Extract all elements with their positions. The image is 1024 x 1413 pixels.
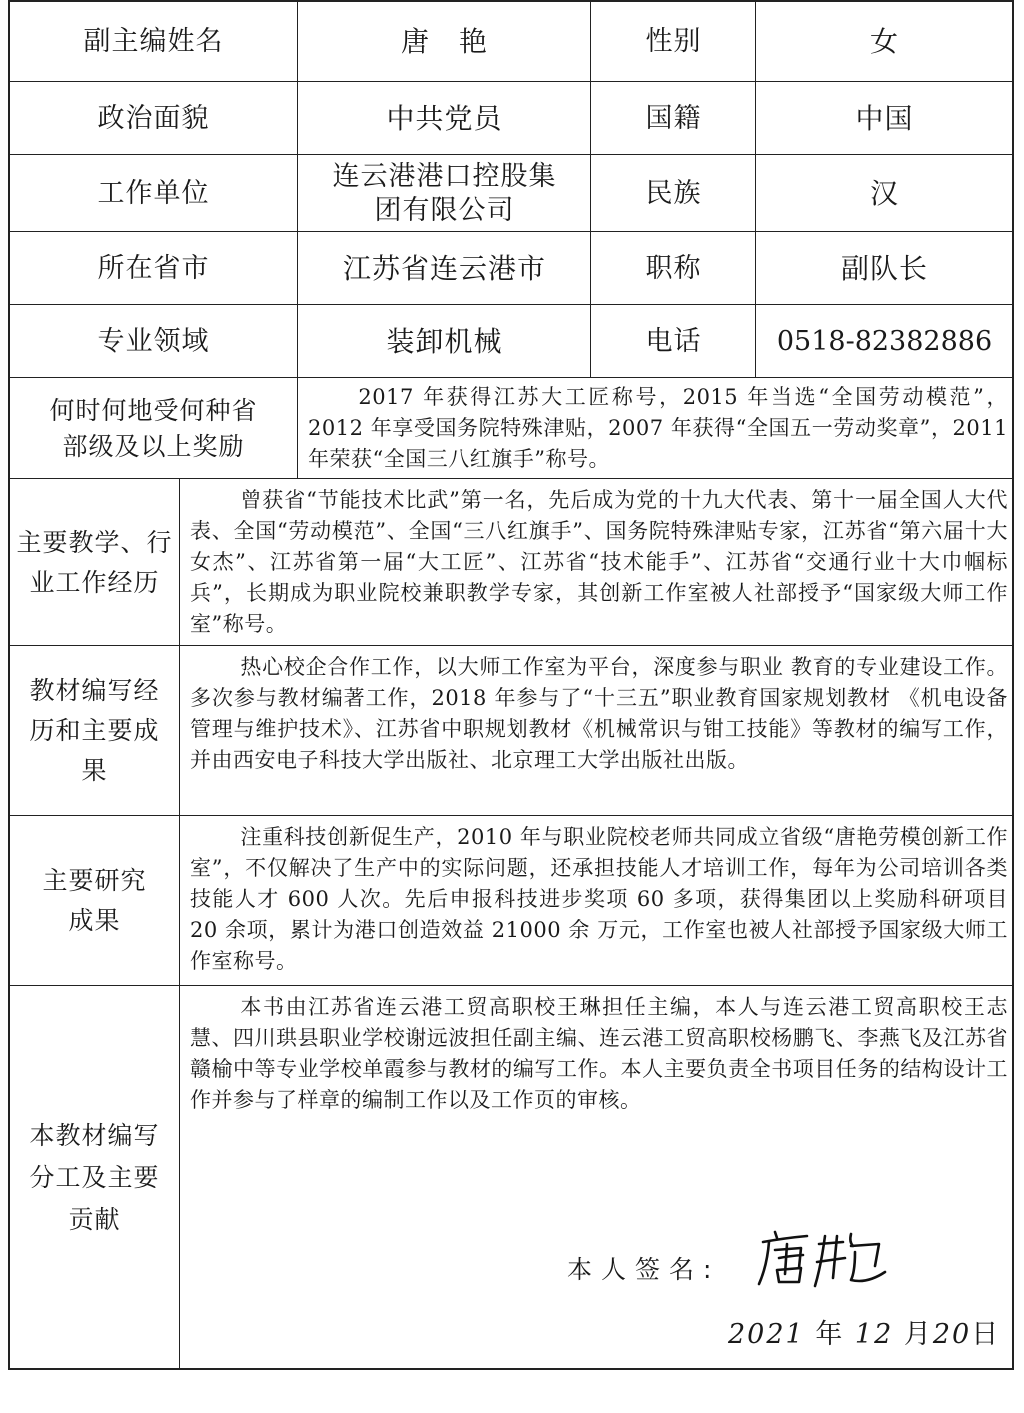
- label-professional-field: 专业领域: [97, 325, 210, 357]
- date-day-unit: 日: [971, 1319, 1001, 1350]
- handwritten-signature: [755, 1222, 890, 1292]
- value-phone: 0518-82382886: [776, 325, 993, 357]
- label-province-city: 所在省市: [97, 252, 210, 284]
- date-month-unit: 月: [903, 1319, 933, 1350]
- row-divider: [10, 645, 1012, 646]
- label-phone: 电话: [645, 325, 702, 357]
- value-professional-field: 装卸机械: [386, 324, 503, 358]
- row-divider: [10, 815, 1012, 816]
- date-year: 2021: [728, 1319, 805, 1350]
- value-deputy-editor-name: 唐 艳: [400, 24, 488, 58]
- row-divider: [10, 81, 1012, 82]
- label-work-unit: 工作单位: [97, 177, 210, 209]
- value-nationality: 中国: [855, 101, 914, 135]
- col-divider: [590, 2, 591, 377]
- date-year-unit: 年: [815, 1319, 845, 1350]
- label-job-title: 职称: [645, 252, 702, 284]
- row-divider: [10, 377, 1012, 378]
- label-research-results: 主要研究成果: [42, 866, 147, 935]
- row-divider: [10, 304, 1012, 305]
- label-nationality: 国籍: [645, 102, 702, 134]
- text-research-results: 注重科技创新促生产，2010 年与职业院校老师共同成立省级“唐艳劳模创新工作室”，不仅解决了生产中的实际问题，还承担技能人才培训工作，每年为公司培训各类技能人才 600 人次。先后申报科技进步奖项 60 多项，获得集团以上奖励科研项目 20 余项，累计为港口创造效益 21000 余 万元，工作室也被人社部授予国家级大师工作室称号。: [190, 825, 1008, 973]
- label-ethnicity: 民族: [645, 177, 702, 209]
- value-ethnicity: 汉: [869, 176, 899, 210]
- label-contribution: 本教材编写分工及主要贡献: [29, 1120, 160, 1234]
- text-awards: 2017 年获得江苏大工匠称号，2015 年当选“全国劳动模范”，2012 年享受国务院特殊津贴，2007 年获得“全国五一劳动奖章”，2011 年荣获“全国三八红旗手”称号。: [308, 385, 1008, 471]
- label-work-experience: 主要教学、行业工作经历: [16, 527, 173, 597]
- row-divider: [10, 231, 1012, 232]
- label-deputy-editor-name: 副主编姓名: [83, 25, 224, 57]
- info-form-table: [8, 0, 1014, 1370]
- text-work-experience: 曾获省“节能技术比武”第一名，先后成为党的十九大代表、第十一届全国人大代表、全国“劳动模范”、全国“三八红旗手”、国务院特殊津贴专家，江苏省“第六届十大女杰”、江苏省第一届“大工匠”、江苏省“技术能手”、江苏省“交通行业十大巾帼标兵”，长期成为职业院校兼职教学专家，其创新工作室被人社部授予“国家级大师工作室”称号。: [190, 488, 1008, 636]
- date-month: 12: [854, 1319, 894, 1350]
- value-political-status: 中共党员: [386, 101, 503, 135]
- col-divider: [297, 2, 298, 478]
- date-day: 20: [932, 1319, 972, 1350]
- value-work-unit: 连云港港口控股集团有限公司: [332, 160, 557, 226]
- row-divider: [10, 154, 1012, 155]
- signature-date: [728, 1312, 1000, 1351]
- row-divider: [10, 985, 1012, 986]
- label-textbook-experience: 教材编写经历和主要成果: [29, 676, 160, 785]
- col-divider: [755, 2, 756, 377]
- value-province-city: 江苏省连云港市: [342, 251, 546, 285]
- value-gender: 女: [869, 24, 899, 58]
- row-divider: [10, 478, 1012, 479]
- label-gender: 性别: [645, 25, 702, 57]
- text-contribution: 本书由江苏省连云港工贸高职校王琳担任主编，本人与连云港工贸高职校王志慧、四川珙县职业学校谢远波担任副主编、连云港工贸高职校杨鹏飞、李燕飞及江苏省赣榆中等专业学校单霞参与教材的编写工作。本人主要负责全书项目任务的结构设计工作并参与了样章的编制工作以及工作页的审核。: [190, 995, 1008, 1112]
- text-textbook-experience: 热心校企合作工作，以大师工作室为平台，深度参与职业 教育的专业建设工作。多次参与教材编著工作，2018 年参与了“十三五”职业教育国家规划教材 《机电设备管理与维护技术》、江苏省中职规划教材《机械常识与钳工技能》等教材的编写工作，并由西安电子科技大学出版社、北京理工大学出版社出版。: [190, 655, 1008, 772]
- signature-label: 本人签名:: [567, 1255, 721, 1284]
- col-divider: [179, 478, 180, 1368]
- label-political-status: 政治面貌: [97, 102, 210, 134]
- label-awards: 何时何地受何种省部级及以上奖励: [49, 395, 258, 461]
- value-job-title: 副队长: [840, 251, 928, 285]
